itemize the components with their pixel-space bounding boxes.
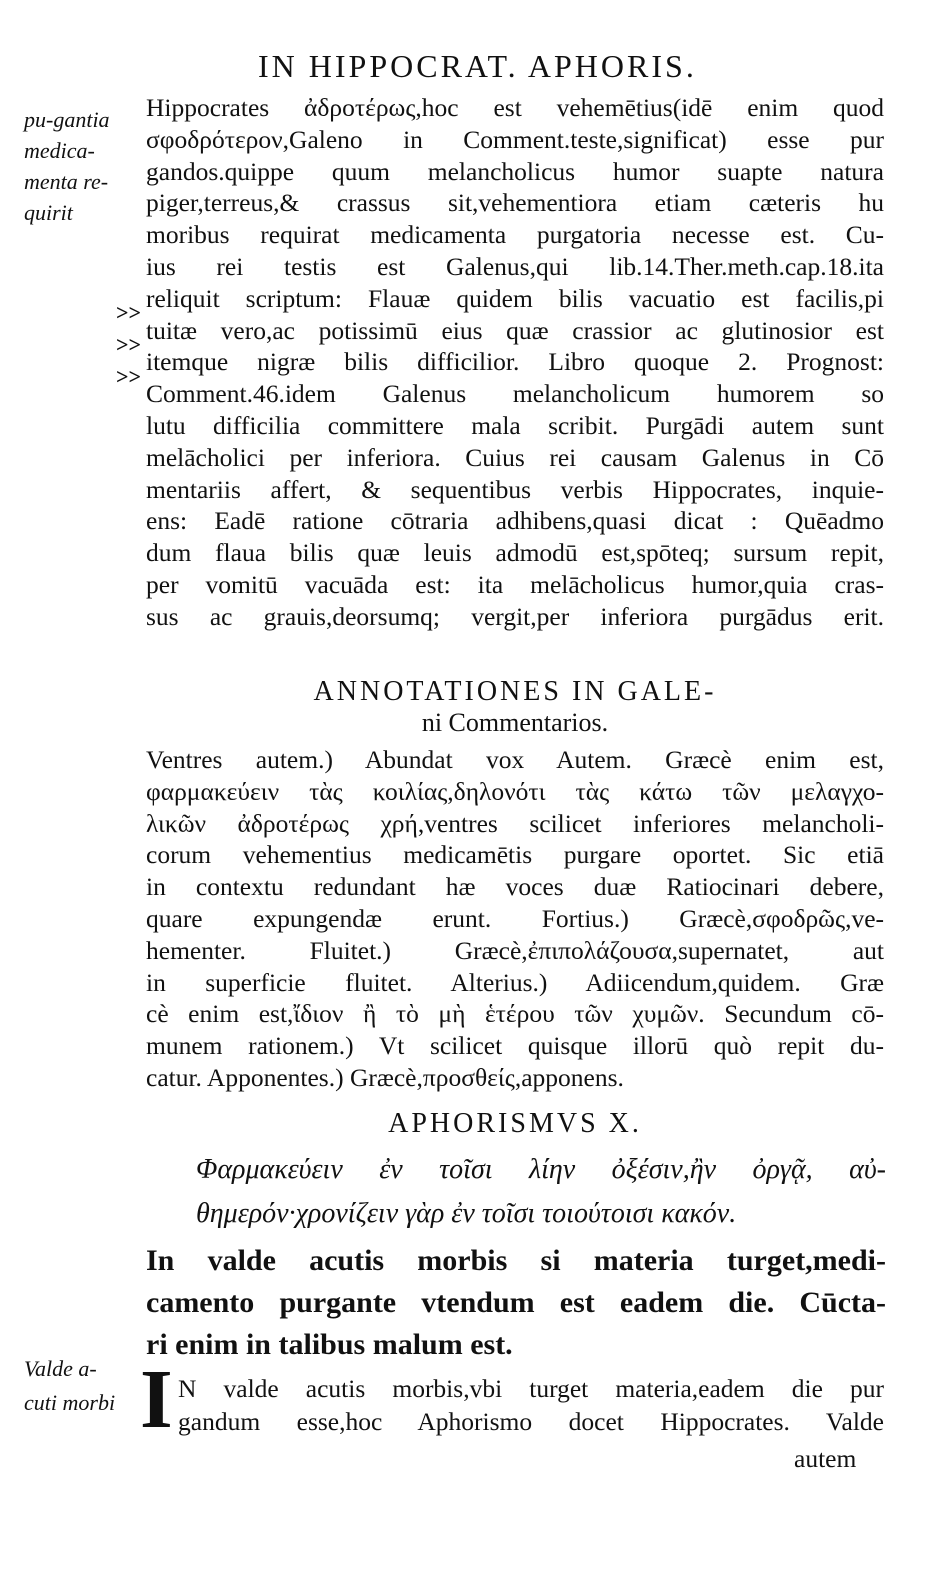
running-header: IN HIPPOCRAT. APHORIS. <box>258 48 697 84</box>
greek-line: Φαρμακεύειν ἐν τοῖσι λίην ὀξέσιν,ἢν ὀργᾷ, αὐ- <box>196 1154 886 1185</box>
text-line: ens: Eadē ratione cōtraria adhibens,quasi dicat : Quēadmo <box>146 506 884 536</box>
aphorism-latin-text <box>146 1240 886 1366</box>
text-line: mentariis affert, & sequentibus verbis Hippocrates, inquie- <box>146 474 884 504</box>
text-line: quare expungendæ erunt. Fortius.) Græcè,σφοδρῶς,ve- <box>146 903 884 933</box>
text-line: reliquit scriptum: Flauæ quidem bilis vacuatio est facilis,pi <box>146 283 884 313</box>
margin-note-valde-acuti <box>24 1352 115 1420</box>
text-line: cè enim est,ἴδιον ἢ τὸ μὴ ἑτέρου τῶν χυμῶν. Secundum cō- <box>146 999 884 1029</box>
text-line: Hippocrates ἀδροτέρως,hoc est vehemētius(idē enim quod <box>146 93 884 122</box>
final-paragraph <box>178 1372 884 1438</box>
margin-note-line: medica- <box>24 138 95 163</box>
aphorism-greek-text <box>196 1148 886 1236</box>
text-line: moribus requirat medicamenta purgatoria necesse est. Cu- <box>146 220 884 250</box>
text-line: corum vehementius medicamētis purgare oportet. Sic etiā <box>146 840 884 870</box>
text-line: munem rationem.) Vt scilicet quisque illorū quò repit du- <box>146 1031 884 1061</box>
text-line: hementer. Fluitet.) Græcè,ἐπιπολάζουσα,supernatet, aut <box>146 935 884 965</box>
annotations-heading: ANNOTATIONES IN GALE- <box>313 676 717 707</box>
text-line: melācholici per inferiora. Cuius rei causam Galenus in Cō <box>146 442 884 472</box>
text-line: sus ac grauis,deorsumq; vergit,per inferiora purgādus erit. <box>146 601 884 631</box>
quote-mark: >> <box>116 300 142 325</box>
text-line: ius rei testis est Galenus,qui lib.14.Ther.meth.cap.18.ita <box>146 251 884 281</box>
text-line: lutu difficilia committere mala scribit. Purgādi autem sunt <box>146 410 884 440</box>
margin-note-line: Valde a- <box>24 1356 97 1381</box>
margin-note-line: quirit <box>24 200 73 225</box>
quote-mark: >> <box>116 364 142 389</box>
text-line: itemque nigræ bilis difficilior. Libro quoque 2. Prognost: <box>146 347 884 377</box>
aphorism-line: camento purgante vtendum est eadem die. Cūcta- <box>146 1286 886 1319</box>
aphorism-line: In valde acutis morbis si materia turget,medi- <box>146 1244 886 1277</box>
catchword: autem <box>794 1444 857 1473</box>
text-line: dum flaua bilis quæ leuis admodū est,spōteq; sursum repit, <box>146 538 884 568</box>
text-line: tuitæ vero,ac potissimū eius quæ crassior ac glutinosior est <box>146 315 884 345</box>
text-line: Comment.46.idem Galenus melancholicum humorem so <box>146 379 884 409</box>
text-line: gandos.quippe quum melancholicus humor suapte natura <box>146 156 884 186</box>
margin-note-line: pu-gantia <box>24 107 110 132</box>
aphorism-line: ri enim in talibus malum est. <box>146 1328 513 1361</box>
text-line: catur. Apponentes.) Græcè,προσθείς,apponens. <box>146 1062 624 1092</box>
greek-line: θημερόν·χρονίζειν γὰρ ἐν τοῖσι τοιούτοισι κακόν. <box>196 1198 737 1229</box>
drop-cap: I <box>140 1353 173 1446</box>
text-line: σφοδρότερον,Galeno in Comment.teste,significat) esse pur <box>146 124 884 154</box>
margin-note-purgantia <box>24 104 110 228</box>
margin-note-line: menta re- <box>24 169 109 194</box>
text-line: φαρμακεύειν τὰς κοιλίας,δηλονότι τὰς κάτω τῶν μελαγχο- <box>146 776 884 806</box>
annotations-paragraph <box>146 744 884 1094</box>
aphorism-heading: APHORISMVS X. <box>388 1108 642 1139</box>
text-line: piger,terreus,& crassus sit,vehementiora etiam cæteris hu <box>146 188 884 218</box>
annotations-heading-sub: ni Commentarios. <box>421 708 609 737</box>
text-line: λικῶν ἀδροτέρως χρή,ventres scilicet inferiores melancholi- <box>146 808 884 838</box>
commentary-paragraph <box>146 92 884 633</box>
text-line: in contextu redundant hæ voces duæ Ratiocinari debere, <box>146 872 884 902</box>
text-line: in superficie fluitet. Alterius.) Adiicendum,quidem. Græ <box>146 967 884 997</box>
quote-mark: >> <box>116 332 142 357</box>
margin-note-line: cuti morbi <box>24 1390 116 1415</box>
text-line: gandum esse,hoc Aphorismo docet Hippocrates. Valde <box>178 1407 884 1436</box>
text-line: N valde acutis morbis,vbi turget materia,eadem die pur <box>178 1374 884 1403</box>
text-line: per vomitū vacuāda est: ita melācholicus humor,quia cras- <box>146 569 884 599</box>
text-line: Ventres autem.) Abundat vox Autem. Græcè enim est, <box>146 745 884 774</box>
